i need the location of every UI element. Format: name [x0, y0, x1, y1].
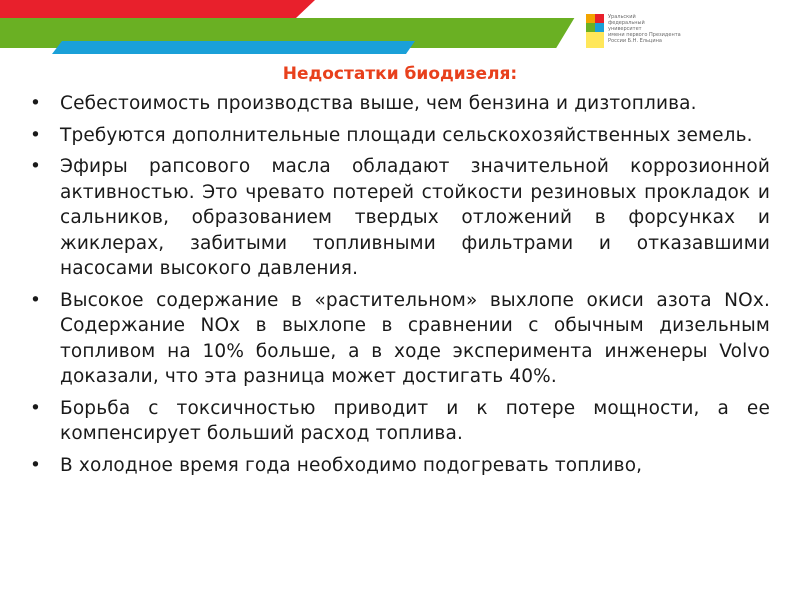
- bullet-dot: •: [30, 289, 42, 311]
- logo-line: имени первого Президента: [608, 32, 681, 38]
- bullet-item: [30, 91, 770, 117]
- bullet-text: Требуются дополнительные площади сельскохозяйственных земель.: [60, 124, 753, 146]
- bullet-item: [30, 123, 770, 149]
- bullet-text: Борьба с токсичностью приводит и к потере мощности, а ее компенсирует больший расход топлива.: [60, 397, 770, 444]
- bullet-dot: •: [30, 454, 42, 476]
- bullet-text: Себестоимость производства выше, чем бензина и дизтоплива.: [60, 93, 697, 114]
- bullet-dot: •: [30, 93, 42, 114]
- logo-line: Уральский: [608, 14, 636, 20]
- logo-line: университет: [608, 26, 642, 32]
- bullet-list: [30, 91, 770, 478]
- header-stripes: [0, 0, 800, 60]
- slide-content: [30, 91, 770, 484]
- university-logo: [586, 14, 681, 54]
- bullet-item: [30, 396, 770, 447]
- slide-title: Недостатки биодизеля:: [282, 64, 518, 84]
- bullet-text: Высокое содержание в «растительном» выхлопе окиси азота NOx. Содержание NOx в выхлопе в сравнении с обычным дизельным топливом на 10% больше, а в ходе эксперимента инженеры Volvo доказали, что эта разница может достигать 40%.: [60, 289, 770, 387]
- bullet-item: [30, 154, 770, 282]
- bullet-dot: •: [30, 397, 42, 419]
- bullet-dot: •: [30, 156, 42, 177]
- bullet-text: В холодное время года необходимо подогревать топливо,: [60, 454, 643, 476]
- red-stripe: [0, 0, 315, 18]
- bullet-item: [30, 453, 770, 479]
- university-logo-text: [608, 14, 681, 44]
- logo-line: федеральный: [608, 20, 645, 26]
- bullet-item: [30, 288, 770, 390]
- university-logo-mark-icon: [586, 14, 604, 48]
- logo-line: России Б.Н. Ельцина: [608, 38, 662, 44]
- blue-stripe: [52, 41, 415, 54]
- bullet-text: Эфиры рапсового масла обладают значительной коррозионной активностью. Это чревато потерей стойкости резиновых прокладок и сальников, образованием твердых отложений в форсунках и жиклерах, забитыми топливными фильтрами и отказавшими насосами высокого давления.: [60, 156, 770, 279]
- bullet-dot: •: [30, 124, 42, 146]
- slide-header: [0, 0, 800, 60]
